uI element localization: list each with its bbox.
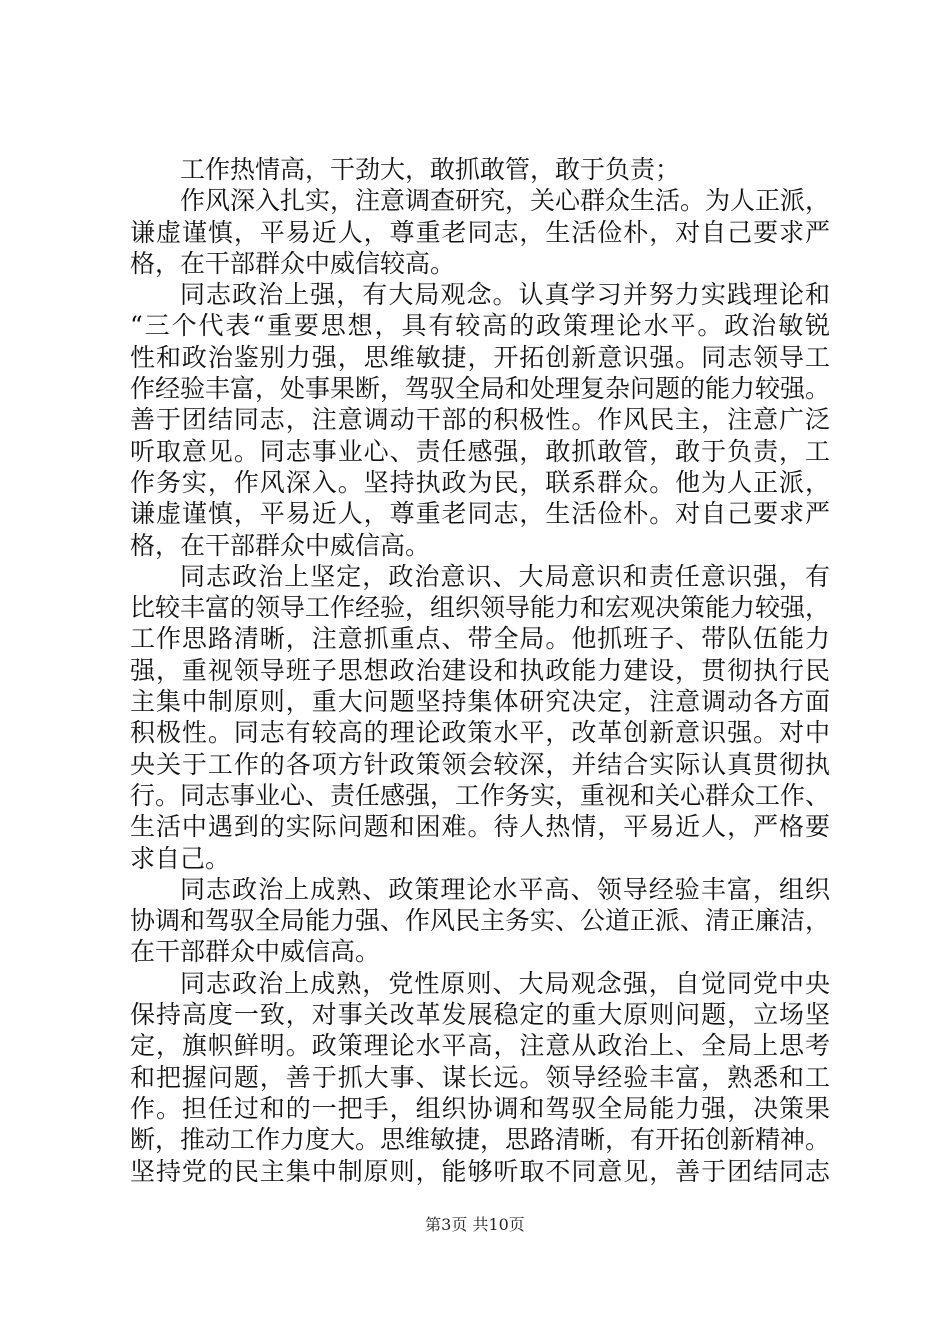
text-line: 善于团结同志，注意调动干部的积极性。作风民主，注意广泛 — [130, 405, 830, 435]
text-line: 行。同志事业心、责任感强，工作务实，重视和关心群众工作、 — [130, 780, 831, 810]
text-line: “三个代表“重要思想，具有较高的政策理论水平。政治敏锐 — [130, 311, 830, 341]
text-line: 工作热情高，干劲大，敢抓敢管，敢于负责； — [180, 155, 681, 184]
text-line: 强，重视领导班子思想政治建设和执政能力建设，贯彻执行民 — [130, 655, 830, 685]
text-line: 积极性。同志有较高的理论政策水平，改革创新意识强。对中 — [130, 718, 830, 748]
text-line: 比较丰富的领导工作经验，组织领导能力和宏观决策能力较强， — [130, 593, 831, 623]
text-line: 同志政治上成熟、政策理论水平高、领导经验丰富，组织 — [180, 874, 830, 904]
text-line: 坚持党的民主集中制原则，能够听取不同意见，善于团结同志 — [130, 1156, 830, 1186]
page-footer: 第3页 共10页 — [425, 1215, 525, 1234]
text-line: 作经验丰富，处事果断，驾驭全局和处理复杂问题的能力较强。 — [130, 374, 831, 404]
text-line: 生活中遇到的实际问题和困难。待人热情，平易近人，严格要 — [130, 812, 830, 842]
text-line: 在干部群众中威信高。 — [130, 937, 381, 967]
text-line: 同志政治上坚定，政治意识、大局意识和责任意识强，有 — [180, 561, 830, 591]
text-line: 同志政治上成熟，党性原则、大局观念强，自觉同党中央 — [180, 968, 830, 998]
text-line: 谦虚谨慎，平易近人，尊重老同志，生活俭朴。对自己要求严 — [130, 499, 830, 529]
text-line: 性和政治鉴别力强，思维敏捷，开拓创新意识强。同志领导工 — [130, 342, 830, 372]
text-line: 断，推动工作力度大。思维敏捷，思路清晰，有开拓创新精神。 — [130, 1125, 831, 1155]
text-line: 同志政治上强，有大局观念。认真学习并努力实践理论和 — [180, 280, 830, 310]
text-line: 求自己。 — [130, 843, 231, 873]
text-line: 协调和驾驭全局能力强、作风民主务实、公道正派、清正廉洁， — [130, 906, 831, 936]
text-line: 定，旗帜鲜明。政策理论水平高，注意从政治上、全局上思考 — [130, 1031, 830, 1061]
text-line: 主集中制原则，重大问题坚持集体研究决定，注意调动各方面 — [130, 687, 830, 717]
body-text — [130, 154, 830, 1187]
text-line: 作。担任过和的一把手，组织协调和驾驭全局能力强，决策果 — [130, 1093, 830, 1123]
text-line: 听取意见。同志事业心、责任感强，敢抓敢管，敢于负责，工 — [130, 436, 830, 466]
text-line: 格，在干部群众中威信高。 — [130, 530, 431, 560]
text-line: 和把握问题，善于抓大事、谋长远。领导经验丰富，熟悉和工 — [130, 1062, 830, 1092]
text-line: 作风深入扎实，注意调查研究，关心群众生活。为人正派， — [180, 186, 831, 216]
text-line: 工作思路清晰，注意抓重点、带全局。他抓班子、带队伍能力 — [130, 624, 830, 654]
text-line: 谦虚谨慎，平易近人，尊重老同志，生活俭朴，对自己要求严 — [130, 217, 830, 247]
text-line: 央关于工作的各项方针政策领会较深，并结合实际认真贯彻执 — [130, 749, 830, 779]
text-line: 作务实，作风深入。坚持执政为民，联系群众。他为人正派， — [130, 467, 830, 497]
text-line: 格，在干部群众中威信较高。 — [130, 248, 456, 278]
text-line: 保持高度一致，对事关改革发展稳定的重大原则问题，立场坚 — [130, 1000, 830, 1030]
